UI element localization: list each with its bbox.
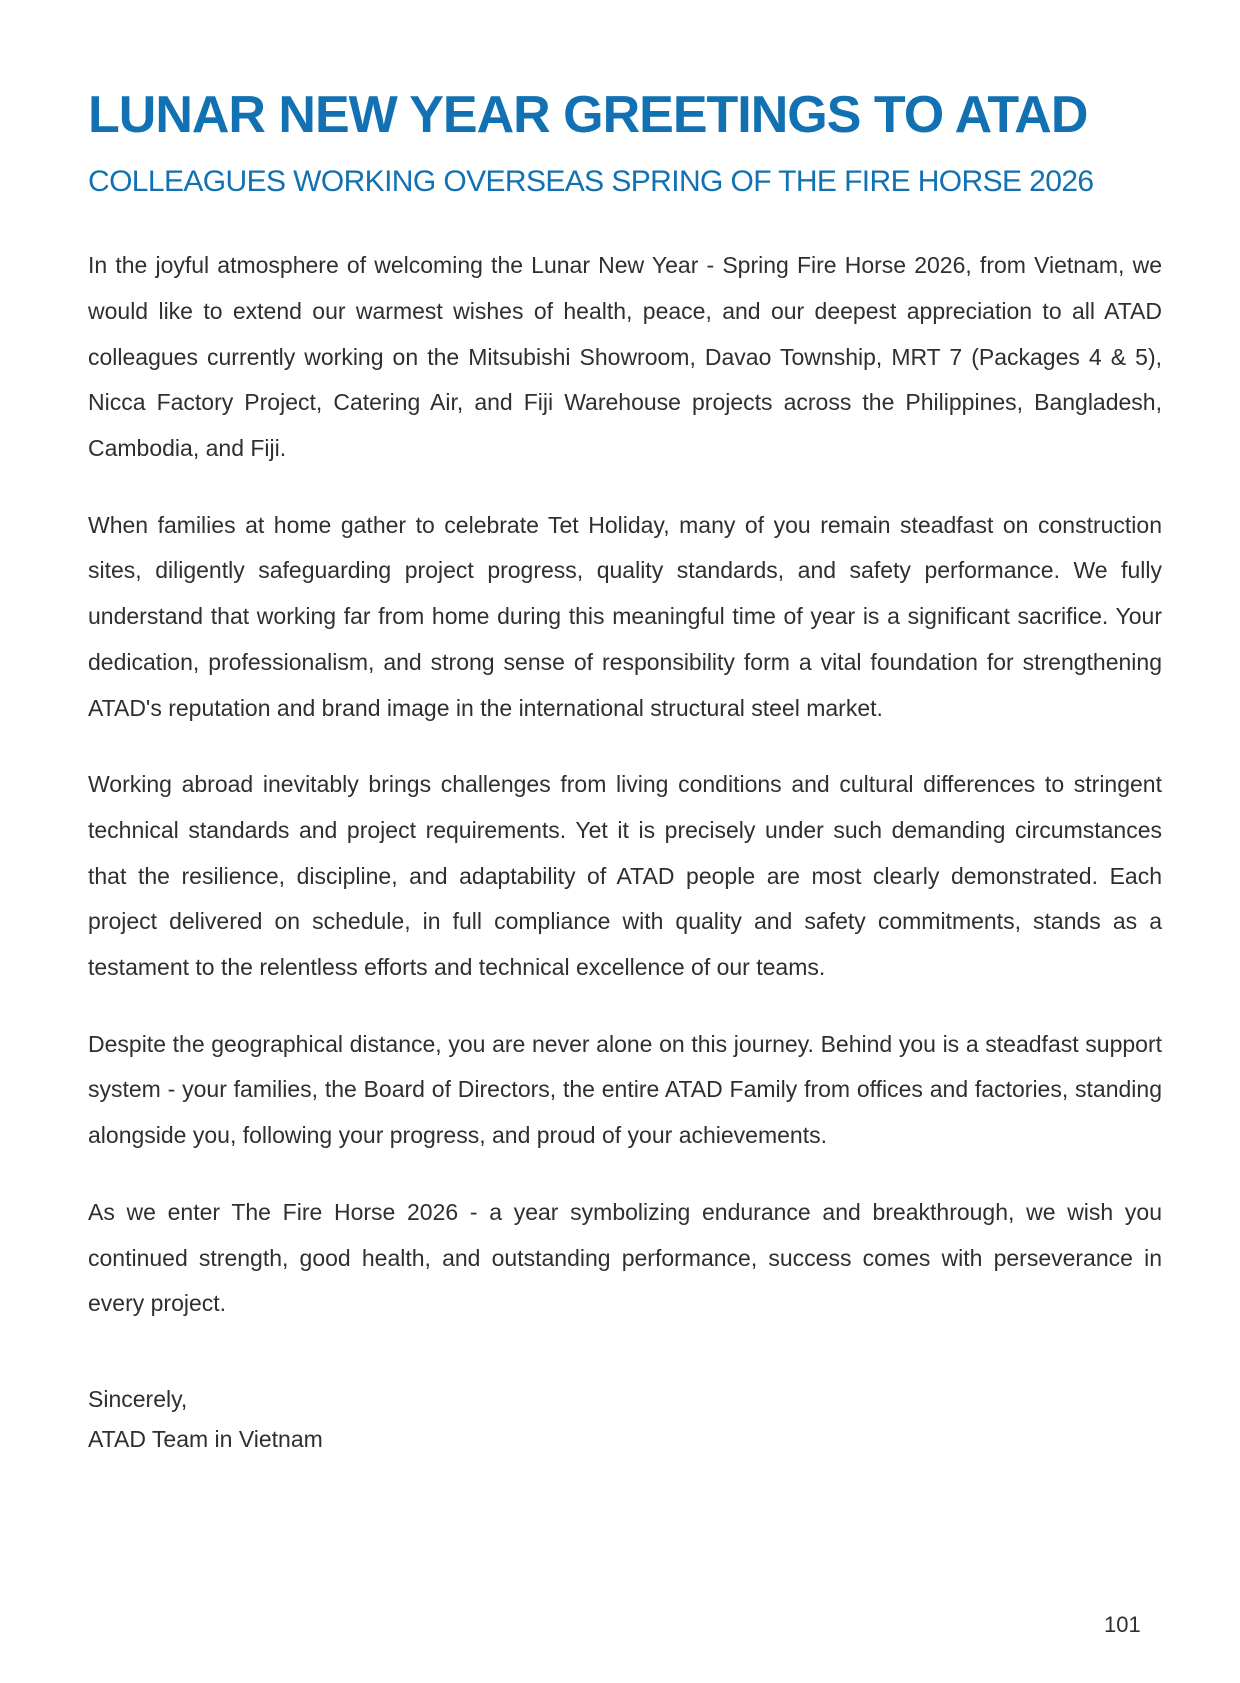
page-title: LUNAR NEW YEAR GREETINGS TO ATAD [88,86,1088,144]
paragraph-tet-holiday: When families at home gather to celebrate Tet Holiday, many of you remain steadfast on construction sites, diligently safeguarding project progress, quality standards, and safety performance. We fully understand that working far from home during this meaningful time of year is a significant sacrifice. Your dedication, professionalism, and strong sense of responsibility form a vital foundation for strengthening ATAD's reputation and brand image in the international structural steel market. [88,511,1162,721]
page-subtitle: COLLEAGUES WORKING OVERSEAS SPRING OF THE FIRE HORSE 2026 [88,165,1094,199]
paragraph-support: Despite the geographical distance, you are never alone on this journey. Behind you is a steadfast support system - your families, the Board of Directors, the entire ATAD Family from offices and factories, standing alongside you, following your progress, and proud of your achievements. [88,1030,1162,1149]
closing-block [88,1379,1162,1459]
closing-signature: ATAD Team in Vietnam [88,1426,323,1452]
closing-salutation: Sincerely, [88,1386,188,1412]
paragraph-challenges: Working abroad inevitably brings challenges from living conditions and cultural differences to stringent technical standards and project requirements. Yet it is precisely under such demanding circumstances that the resilience, discipline, and adaptability of ATAD people are most clearly demonstrated. Each project delivered on schedule, in full compliance with quality and safety commitments, stands as a testament to the relentless efforts and technical excellence of our teams. [88,771,1162,981]
page-number: 101 [1104,1612,1141,1637]
paragraph-greeting: In the joyful atmosphere of welcoming the Lunar New Year - Spring Fire Horse 2026, from Vietnam, we would like to extend our warmest wishes of health, peace, and our deepest appreciation to all ATAD colleagues currently working on the Mitsubishi Showroom, Davao Township, MRT 7 (Packages 4 & 5), Nicca Factory Project, Catering Air, and Fiji Warehouse projects across the Philippines, Bangladesh, Cambodia, and Fiji. [88,252,1162,462]
paragraph-wishes: As we enter The Fire Horse 2026 - a year symbolizing endurance and breakthrough, we wish you continued strength, good health, and outstanding performance, success comes with perseverance in every project. [88,1198,1162,1317]
